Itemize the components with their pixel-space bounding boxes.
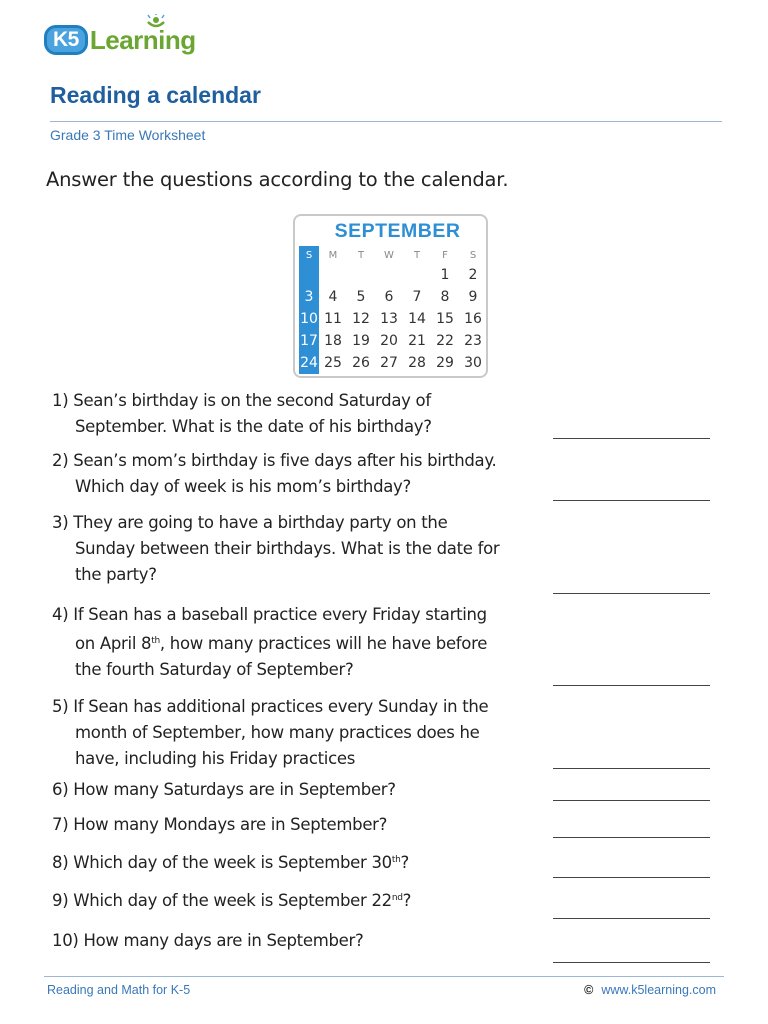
question-text: 4) If Sean has a baseball practice every Friday starting xyxy=(52,605,487,624)
weekday-label: S xyxy=(305,249,313,261)
answer-line-10[interactable] xyxy=(553,962,710,963)
ordinal-suffix: nd xyxy=(391,893,403,903)
calendar-day: 1 xyxy=(440,267,450,283)
question-text: Which day of week is his mom’s birthday? xyxy=(75,477,411,496)
k5-learning-logo xyxy=(44,20,196,60)
question-text-with-superscript xyxy=(52,847,409,876)
question-6 xyxy=(52,777,396,803)
question-4 xyxy=(52,602,487,683)
weekday-label: S xyxy=(469,249,477,261)
question-9 xyxy=(52,885,411,914)
question-text: ? xyxy=(402,891,412,910)
calendar-day: 22 xyxy=(436,333,454,349)
calendar-day: 6 xyxy=(384,289,394,305)
answer-line-2[interactable] xyxy=(553,500,710,501)
weekday-label: W xyxy=(384,249,394,261)
calendar-day: 17 xyxy=(300,333,318,349)
answer-line-7[interactable] xyxy=(553,837,710,838)
calendar-day: 3 xyxy=(304,289,314,305)
weekday-label: T xyxy=(357,249,365,261)
calendar-grid xyxy=(299,246,487,374)
answer-line-6[interactable] xyxy=(553,800,710,801)
ordinal-suffix: th xyxy=(391,855,401,865)
logo-wordmark: Learning xyxy=(89,24,196,55)
question-text: 5) If Sean has additional practices every Sunday in the xyxy=(52,697,489,716)
question-text-with-superscript xyxy=(52,885,411,914)
question-text: Sunday between their birthdays. What is the date for xyxy=(75,539,500,558)
calendar-day: 27 xyxy=(380,355,398,371)
calendar-day: 16 xyxy=(464,311,482,327)
answer-line-1[interactable] xyxy=(553,438,710,439)
website-link[interactable]: www.k5learning.com xyxy=(601,983,716,997)
question-text-with-superscript xyxy=(52,628,487,657)
question-text: 8) Which day of the week is September 30 xyxy=(52,853,392,872)
calendar-day: 2 xyxy=(468,267,478,283)
calendar-day: 21 xyxy=(408,333,426,349)
calendar-day: 15 xyxy=(436,311,454,327)
calendar-day: 18 xyxy=(324,333,342,349)
calendar-week-row xyxy=(299,330,487,352)
calendar-day: 23 xyxy=(464,333,482,349)
copyright-symbol: © xyxy=(584,983,594,997)
question-text: ? xyxy=(400,853,409,872)
question-text: 9) Which day of the week is September 22 xyxy=(52,891,392,910)
answer-line-5[interactable] xyxy=(553,768,710,769)
weekday-label: F xyxy=(442,249,448,261)
weekday-label: T xyxy=(413,249,421,261)
question-text: 10) How many days are in September? xyxy=(52,931,364,950)
calendar-day: 4 xyxy=(328,289,338,305)
question-text: 2) Sean’s mom’s birthday is five days after his birthday. xyxy=(52,451,497,470)
question-text: on April 8 xyxy=(75,634,152,653)
header-divider xyxy=(50,121,722,122)
question-7 xyxy=(52,812,387,838)
footer-website xyxy=(584,983,716,997)
calendar-week-row xyxy=(299,352,487,374)
calendar-day: 5 xyxy=(356,289,366,305)
calendar-day: 28 xyxy=(408,355,426,371)
question-text: the fourth Saturday of September? xyxy=(75,660,354,679)
calendar-week-row xyxy=(299,286,487,308)
calendar-day: 14 xyxy=(408,311,426,327)
page-title: Reading a calendar xyxy=(50,82,261,108)
calendar-day: 7 xyxy=(412,289,422,305)
question-text: September. What is the date of his birthday? xyxy=(75,417,432,436)
calendar-day: 10 xyxy=(300,311,318,327)
calendar-day: 12 xyxy=(352,311,370,327)
question-3 xyxy=(52,510,499,588)
calendar-day: 19 xyxy=(352,333,370,349)
page-subtitle: Grade 3 Time Worksheet xyxy=(50,127,206,143)
question-text: , how many practices will he have before xyxy=(159,634,488,653)
question-10 xyxy=(52,928,363,954)
question-text: 7) How many Mondays are in September? xyxy=(52,815,388,834)
calendar-day: 13 xyxy=(380,311,398,327)
calendar-day: 20 xyxy=(380,333,398,349)
calendar-day: 9 xyxy=(468,289,478,305)
calendar-day: 30 xyxy=(464,355,482,371)
instructions-text: Answer the questions according to the calendar. xyxy=(46,168,509,191)
calendar-week-row xyxy=(299,308,487,330)
calendar-day: 25 xyxy=(324,355,342,371)
answer-line-4[interactable] xyxy=(553,685,710,686)
question-text: 3) They are going to have a birthday party on the xyxy=(52,513,448,532)
question-text: the party? xyxy=(75,565,157,584)
answer-line-8[interactable] xyxy=(553,877,710,878)
calendar-weekday-row xyxy=(299,246,487,264)
footer-divider xyxy=(44,976,724,977)
ordinal-suffix: th xyxy=(151,636,160,646)
calendar-day: 24 xyxy=(300,355,318,371)
calendar-week-row xyxy=(299,264,487,286)
question-text: 1) Sean’s birthday is on the second Saturday of xyxy=(52,391,431,410)
question-text: have, including his Friday practices xyxy=(75,749,356,768)
footer-tagline: Reading and Math for K-5 xyxy=(47,983,191,997)
september-calendar xyxy=(293,214,488,378)
question-text: month of September, how many practices does he xyxy=(75,723,480,742)
question-5 xyxy=(52,694,488,772)
weekday-label: M xyxy=(328,249,338,261)
question-8 xyxy=(52,847,409,876)
answer-line-3[interactable] xyxy=(553,593,710,594)
question-2 xyxy=(52,448,496,500)
question-text: 6) How many Saturdays are in September? xyxy=(52,780,396,799)
calendar-day: 26 xyxy=(352,355,370,371)
calendar-day: 8 xyxy=(440,289,450,305)
calendar-month-title: SEPTEMBER xyxy=(334,220,461,242)
answer-line-9[interactable] xyxy=(553,918,710,919)
logo-figure-icon xyxy=(144,14,168,36)
logo-k5-badge: K5 xyxy=(44,25,88,55)
calendar-day: 29 xyxy=(436,355,454,371)
calendar-day: 11 xyxy=(324,311,342,327)
question-1 xyxy=(52,388,432,440)
